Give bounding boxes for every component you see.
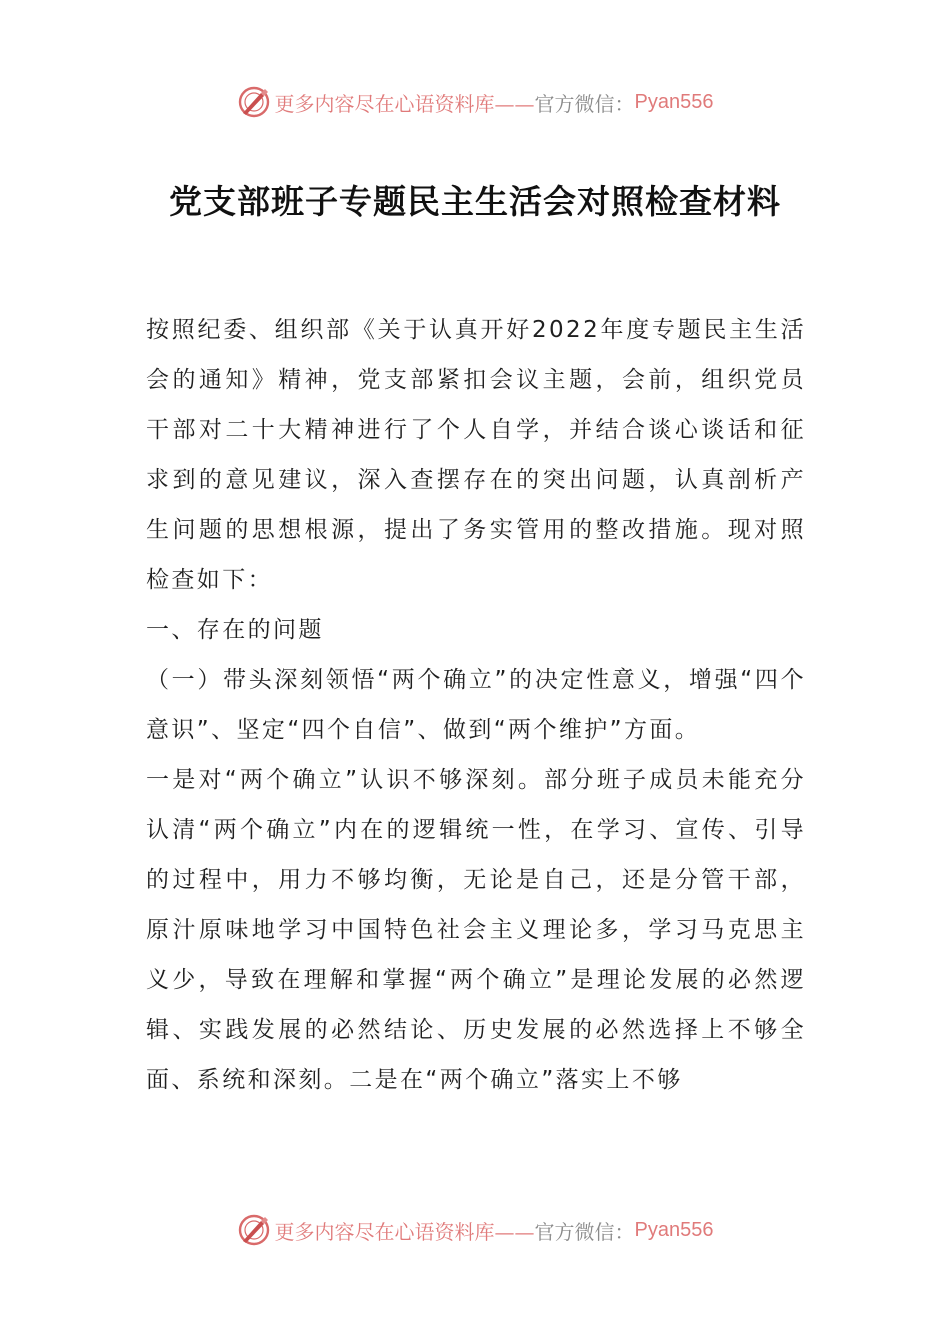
intro-paragraph: 按照纪委、组织部《关于认真开好2022年度专题民主生活会的通知》精神，党支部紧扣会议主题，会前，组织党员干部对二十大精神进行了个人自学，并结合谈心谈话和征求到的意见建议，深入查摆存在的突出问题，认真剖析产生问题的思想根源，提出了务实管用的整改措施。现对照检查如下：: [146, 317, 806, 593]
document-body: [146, 305, 806, 1105]
watermark-banner-top: [0, 82, 950, 122]
watermark-wechat-id: Pyan556: [634, 90, 714, 113]
watermark-content: [237, 1213, 714, 1247]
watermark-wechat-label: 官方微信：: [534, 1219, 635, 1244]
body-paragraph: 一是对“两个确立”认识不够深刻。部分班子成员未能充分认清“两个确立”内在的逻辑统一性，在学习、宣传、引导的过程中，用力不够均衡，无论是自己，还是分管干部，原汁原味地学习中国特色社会主义理论多，学习马克思主义少，导致在理解和掌握“两个确立”是理论发展的必然逻辑、实践发展的必然结论、历史发展的必然选择上不够全面、系统和深刻。二是在“两个确立”落实上不够: [146, 767, 806, 1093]
watermark-main-text: 更多内容尽在心语资料库——: [274, 91, 535, 116]
pen-logo-icon: [237, 1213, 271, 1247]
watermark-wechat-id: Pyan556: [634, 1218, 714, 1241]
subsection-heading: （一）带头深刻领悟“两个确立”的决定性意义，增强“四个意识”、坚定“四个自信”、做到“两个维护”方面。: [146, 667, 806, 743]
watermark-banner-bottom: [0, 1210, 950, 1250]
watermark-main-text: 更多内容尽在心语资料库——: [274, 1219, 535, 1244]
watermark-wechat-label: 官方微信：: [534, 91, 635, 116]
pen-logo-icon: [237, 85, 271, 119]
document-title: 党支部班子专题民主生活会对照检查材料: [169, 182, 781, 221]
watermark-content: [237, 85, 714, 119]
section-heading: 一、存在的问题: [146, 617, 324, 643]
